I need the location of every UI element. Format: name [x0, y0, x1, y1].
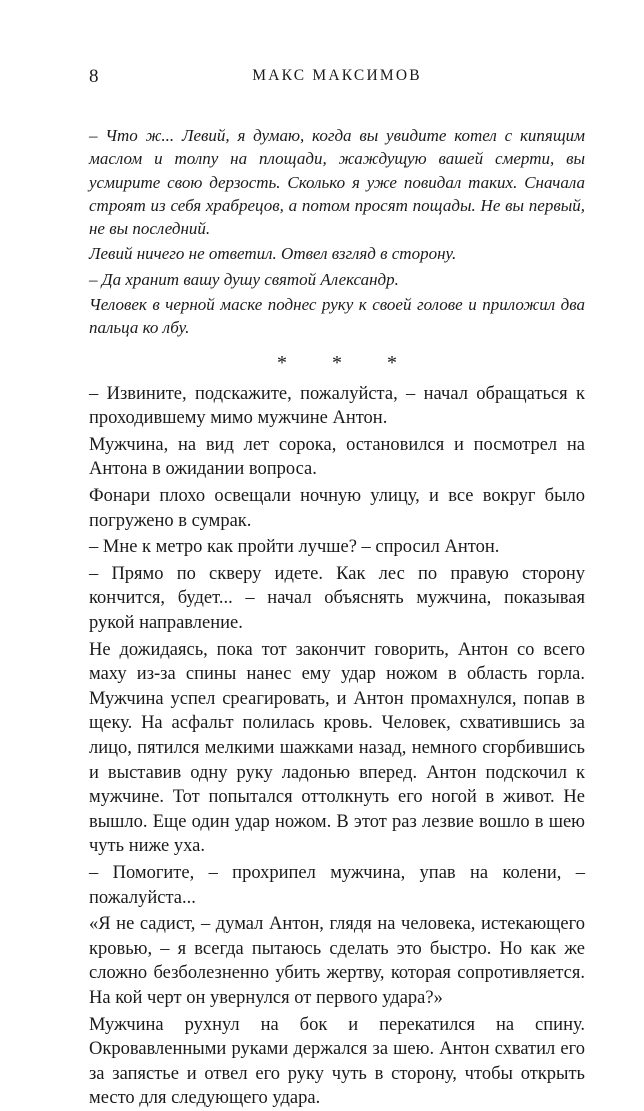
chapter-paragraph: Мужчина, на вид лет сорока, остановился и посмотрел на Антона в ожидании вопроса.: [89, 434, 585, 480]
prologue-paragraph: – Что ж... Левий, я думаю, когда вы увидите котел с кипящим маслом и толпу на площади, жаждущую вашей смерти, вы усмирите свою дерзость. Сколько я уже повидал таких. Сначала строят из себя храбрецов, а потом просят пощады. Не вы первый, не вы последний.: [89, 126, 585, 239]
prologue-paragraph: Левий ничего не ответил. Отвел взгляд в сторону.: [89, 244, 457, 264]
book-page: [89, 66, 585, 1111]
chapter-paragraph: Мужчина рухнул на бок и перекатился на спину. Окровавленными руками держался за шею. Антон схватил его за запястье и отвел его руку чуть в сторону, чтобы открыть место для следующего удара.: [89, 1014, 585, 1109]
chapter-paragraph: – Прямо по скверу идете. Как лес по правую сторону кончится, будет... – начал объяснять мужчина, показывая рукой направление.: [89, 563, 585, 634]
chapter-text: [89, 382, 585, 1111]
chapter-paragraph: Не дожидаясь, пока тот закончит говорить, Антон со всего маху из-за спины нанес ему удар ножом в область горла. Мужчина успел среагировать, и Антон промахнулся, попав в щеку. На асфальт полилась кровь. Человек, схватившись за лицо, пятился мелкими шажками назад, немного сгорбившись и выставив одну руку ладонью вперед. Антон подскочил к мужчине. Тот попытался оттолкнуть его ногой в живот. Не вышло. Еще один удар ножом. В этот раз лезвие вошло в шею чуть ниже уха.: [89, 639, 585, 857]
prologue-paragraph: – Да хранит вашу душу святой Александр.: [89, 269, 399, 289]
chapter-paragraph: – Мне к метро как пройти лучше? – спросил Антон.: [89, 537, 500, 558]
chapter-paragraph: «Я не садист, – думал Антон, глядя на человека, истекающего кровью, – я всегда пытаюсь сделать это быстро. Но как же сложно безболезненно убить жертву, которая сопротивляется. На кой черт он увернулся от первого удара?»: [89, 914, 585, 1008]
page-number: 8: [89, 66, 99, 87]
chapter-paragraph: – Помогите, – прохрипел мужчина, упав на колени, – пожалуйста...: [89, 862, 585, 908]
chapter-paragraph: – Извините, подскажите, пожалуйста, – начал обращаться к проходившему мимо мужчине Антон.: [89, 383, 585, 429]
italic-prologue: [89, 124, 585, 340]
running-header: [89, 66, 585, 92]
chapter-paragraph: Фонари плохо освещали ночную улицу, и все вокруг было погружено в сумрак.: [89, 486, 585, 531]
author-name: МАКС МАКСИМОВ: [252, 67, 422, 84]
prologue-paragraph: Человек в черной маске поднес руку к своей голове и приложил два пальца ко лбу.: [89, 295, 585, 338]
section-separator: * * *: [277, 351, 417, 374]
